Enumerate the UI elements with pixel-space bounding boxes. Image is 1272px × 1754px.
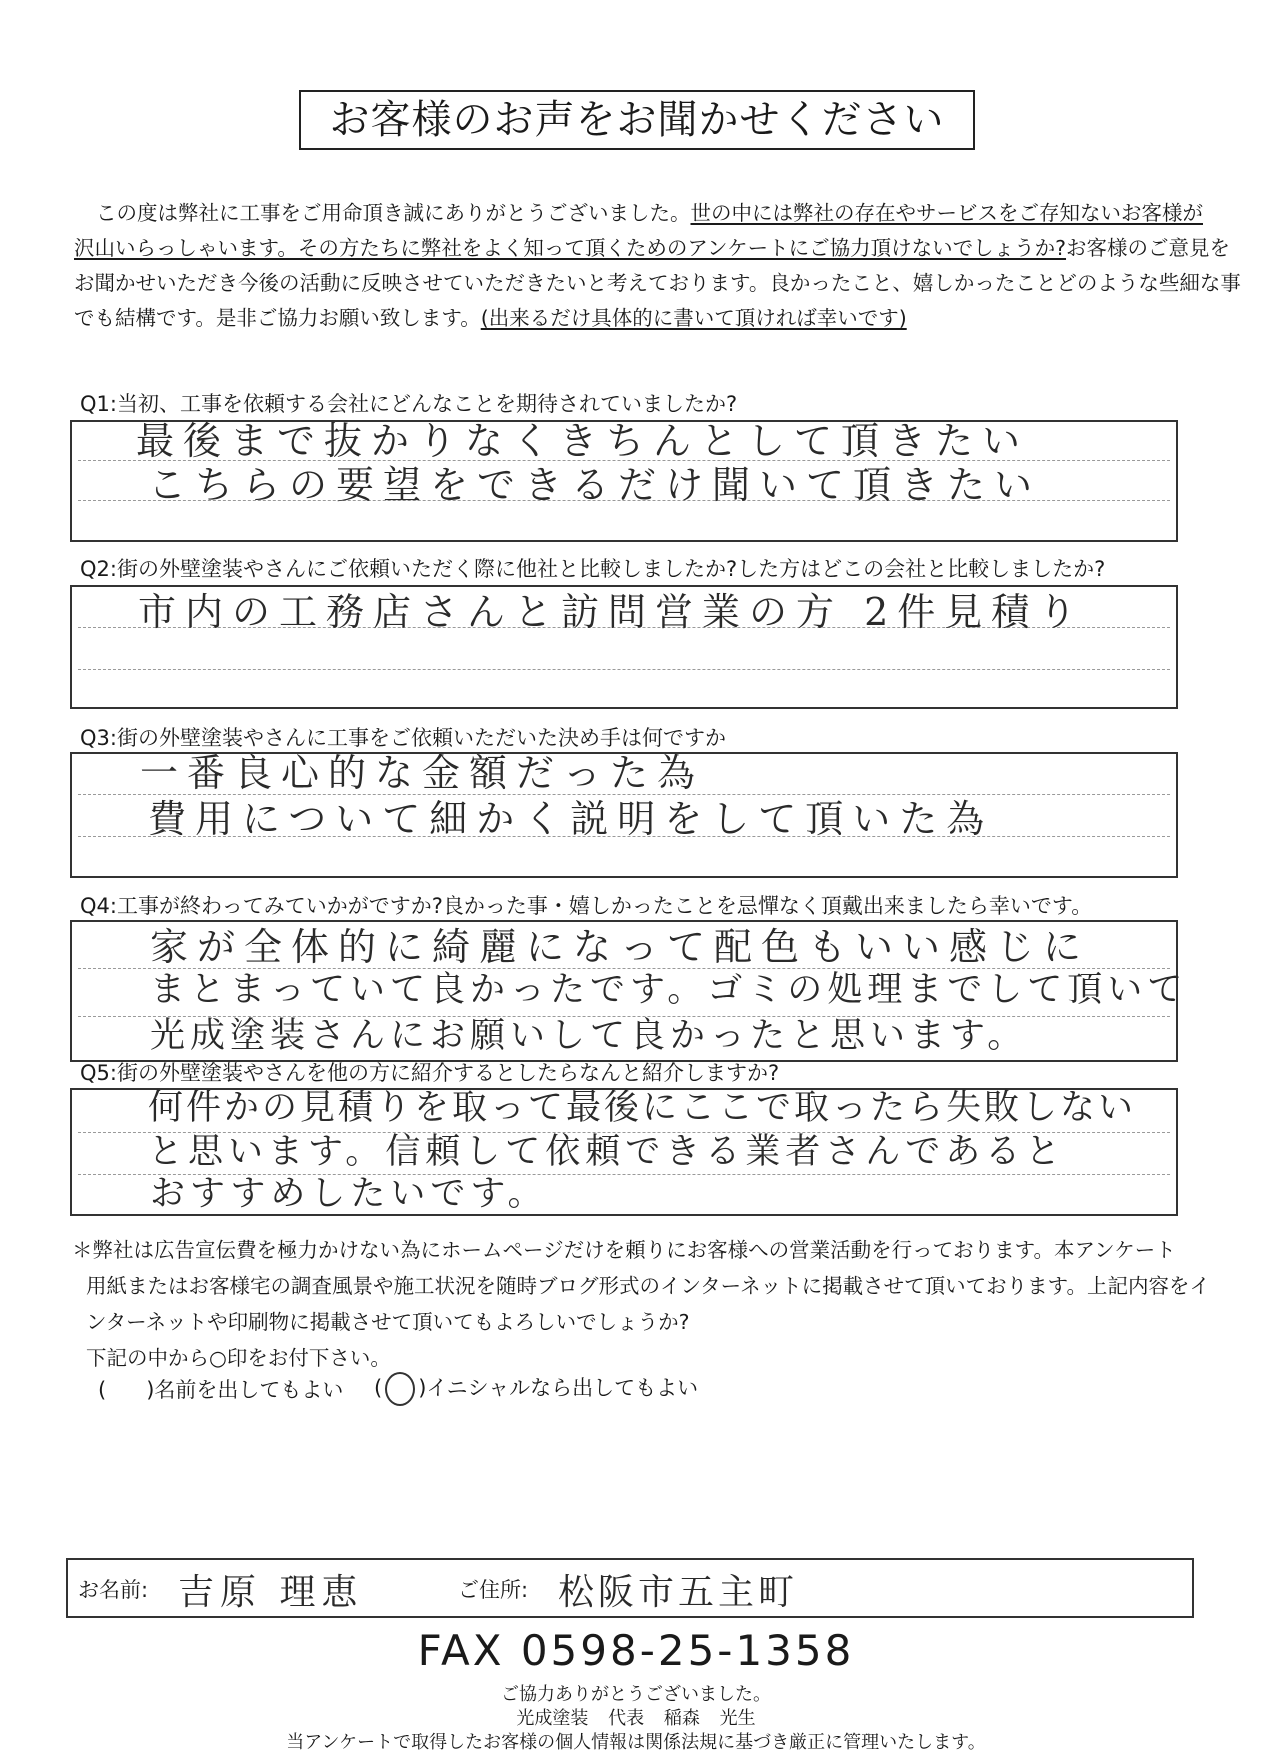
company-name: 光成塗装 代表 稲森 光生	[516, 1708, 756, 1729]
answer-3-box	[70, 752, 1178, 878]
option-selected-mark	[382, 1372, 418, 1406]
question-1-label: Q1:当初、工事を依頼する会社にどんなことを期待されていましたか?	[80, 392, 738, 416]
question-3-label: Q3:街の外壁塗装やさんに工事をご依頼いただいた決め手は何ですか	[80, 726, 726, 750]
close-paren: )	[418, 1376, 427, 1400]
circle-mark-icon	[385, 1372, 415, 1406]
note-line-2: 用紙またはお客様宅の調査風景や施工状況を随時ブログ形式のインターネットに掲載させて頂いております。上記内容をイ	[86, 1274, 1211, 1298]
intro-text-underlined: (出来るだけ具体的に書いて頂ければ幸いです)	[480, 306, 907, 330]
intro-line-1	[96, 196, 1206, 231]
answer-1-box	[70, 420, 1178, 542]
intro-text: お客様のご意見を	[1066, 236, 1231, 260]
ruled-line	[78, 669, 1170, 670]
intro-paragraph	[74, 196, 1241, 336]
customer-name: 吉原 理恵	[178, 1572, 364, 1613]
answer-4-line-2: まとまっていて良かったです。ゴミの処理までして頂いて	[150, 970, 1188, 1010]
intro-text-underlined: 沢山いらっしゃいます。その方たちに弊社をよく知って頂くためのアンケートにご協力頂けないでしょうか?	[74, 236, 1067, 260]
intro-line-2	[74, 231, 1231, 266]
option-name-ok[interactable]	[98, 1374, 343, 1404]
intro-line-4	[74, 301, 1206, 336]
question-2-label: Q2:街の外壁塗装やさんにご依頼いただく際に他社と比較しましたか?した方はどこの会社と比較しましたか?	[80, 557, 1106, 581]
thanks-text: ご協力ありがとうございました。	[501, 1684, 771, 1705]
note-line-3: ンターネットや印刷物に掲載させて頂いてもよろしいでしょうか?	[86, 1310, 690, 1334]
answer-5-line-3: おすすめしたいです。	[150, 1174, 548, 1214]
answer-4-box	[70, 920, 1188, 1062]
question-5-label: Q5:街の外壁塗装やさんを他の方に紹介するとしたらなんと紹介しますか?	[80, 1061, 780, 1085]
answer-4-line-1: 家が全体的に綺麗になって配色もいい感じに	[150, 925, 1091, 969]
answer-4-line-3: 光成塗装さんにお願いして良かったと思います。	[150, 1016, 1028, 1056]
question-4-label: Q4:工事が終わってみていかがですか?良かった事・嬉しかったことを忌憚なく頂戴出来ましたら幸いです。	[80, 894, 1093, 918]
answer-2-box	[70, 585, 1178, 709]
intro-text: でも結構です。是非ご協力お願い致します。	[74, 306, 481, 330]
open-paren: (	[374, 1376, 383, 1400]
intro-text-underlined: 世の中には弊社の存在やサービスをご存知ないお客様が	[690, 201, 1203, 225]
address-label: ご住所:	[458, 1578, 529, 1602]
answer-3-line-1: 一番良心的な金額だった為	[140, 751, 705, 795]
name-label: お名前:	[78, 1578, 149, 1602]
option-initial-ok-label: イニシャルなら出してもよい	[426, 1376, 699, 1400]
fax-number: FAX 0598-25-1358	[417, 1626, 855, 1675]
customer-info-box	[66, 1558, 1194, 1618]
answer-1-line-2: こちらの要望をできるだけ聞いて頂きたい	[148, 463, 1042, 507]
note-line-4: 下記の中から○印をお付下さい。	[86, 1346, 391, 1370]
privacy-notice: 当アンケートで取得したお客様の個人情報は関係法規に基づき厳正に管理いたします。	[286, 1732, 986, 1753]
answer-5-line-1: 何件かの見積りを取って最後にここで取ったら失敗しない	[148, 1088, 1137, 1128]
customer-address: 松阪市五主町	[558, 1572, 799, 1613]
open-paren: (	[98, 1378, 107, 1402]
option-initial-ok[interactable]	[374, 1372, 698, 1406]
answer-2-line-1: 市内の工務店さんと訪問営業の方 2件見積り	[138, 590, 1086, 634]
intro-text: この度は弊社に工事をご用命頂き誠にありがとうございました。	[96, 201, 691, 225]
answer-5-box	[70, 1088, 1178, 1216]
option-name-ok-label: 名前を出してもよい	[154, 1378, 344, 1402]
close-paren: )	[146, 1378, 155, 1402]
page-title: お客様のお声をお聞かせください	[299, 90, 975, 150]
answer-5-line-2: と思います。信頼して依頼できる業者さんであると	[148, 1132, 1066, 1172]
publication-note	[72, 1232, 1222, 1376]
intro-line-3: お聞かせいただき今後の活動に反映させていただきたいと考えております。良かったこと、嬉しかったことどのような些細な事	[74, 271, 1241, 295]
answer-1-line-1: 最後まで抜かりなくきちんとして頂きたい	[136, 419, 1030, 463]
note-line-1: ＊弊社は広告宣伝費を極力かけない為にホームページだけを頼りにお客様への営業活動を行っております。本アンケート	[72, 1238, 1176, 1262]
answer-3-line-2: 費用について細かく説明をして頂いた為	[148, 797, 994, 841]
